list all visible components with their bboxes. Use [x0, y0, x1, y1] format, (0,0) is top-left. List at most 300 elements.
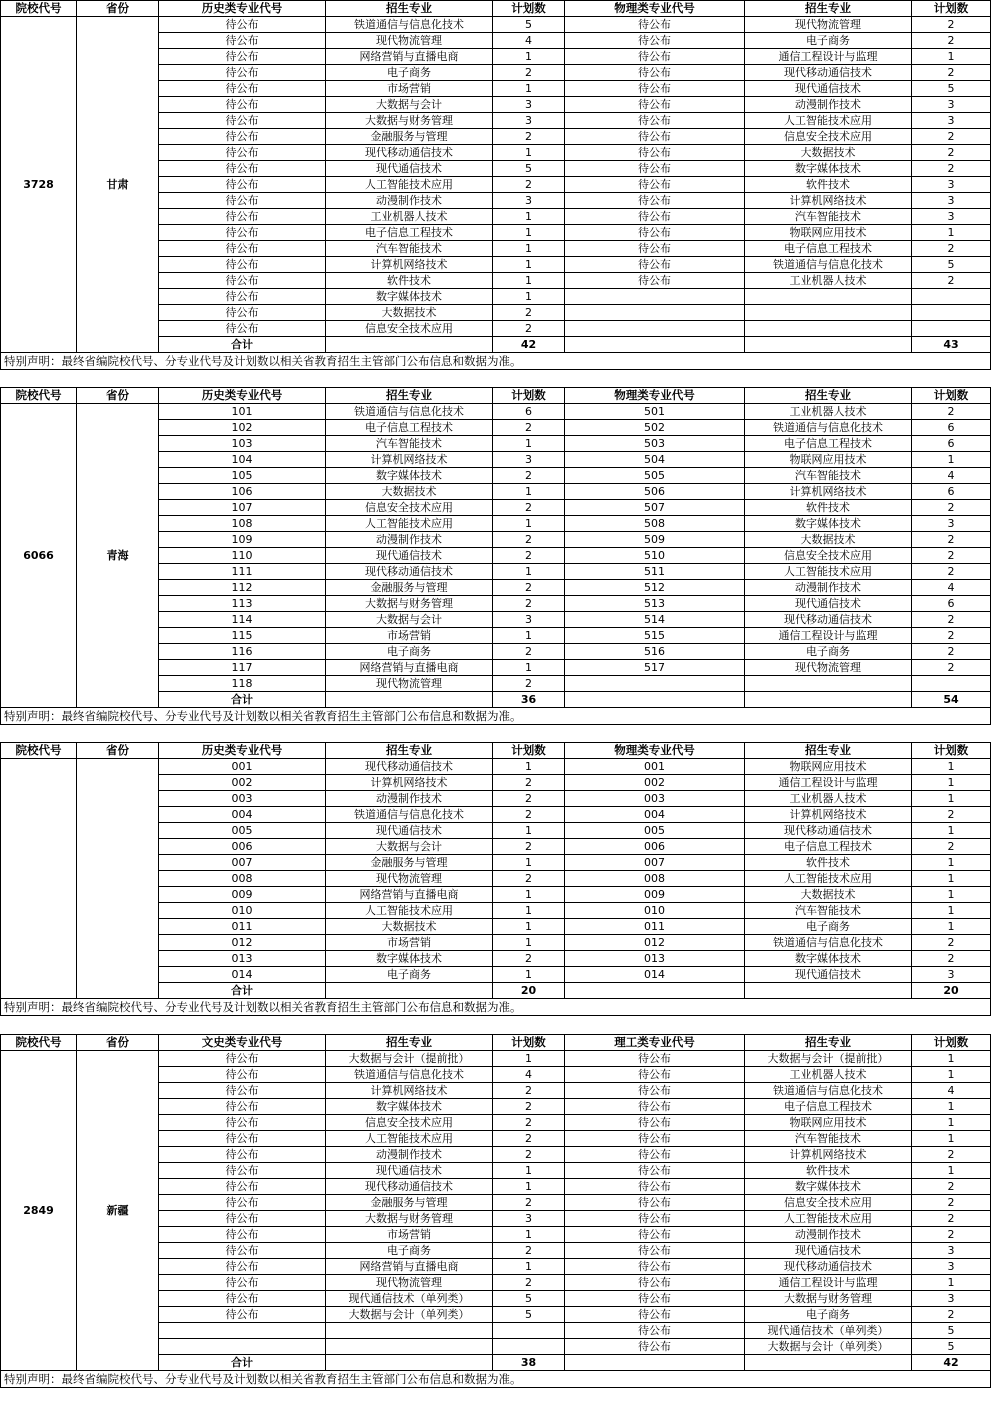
left-major-code: 待公布	[159, 1307, 326, 1323]
right-total-spacer	[745, 983, 912, 999]
right-major-name: 大数据技术	[745, 887, 912, 903]
enrollment-table-block	[0, 1034, 990, 1388]
left-plan-count: 3	[493, 612, 565, 628]
left-major-name: 动漫制作技术	[326, 1147, 493, 1163]
right-total-spacer	[745, 692, 912, 708]
right-plan-count: 2	[912, 273, 991, 289]
right-major-name: 电子信息工程技术	[745, 839, 912, 855]
right-major-name: 现代通信技术	[745, 1243, 912, 1259]
left-major-name: 网络营销与直播电商	[326, 660, 493, 676]
right-major-code: 待公布	[565, 81, 745, 97]
right-major-name: 现代通信技术	[745, 81, 912, 97]
left-plan-count: 1	[493, 935, 565, 951]
enrollment-table-block	[0, 742, 990, 1016]
left-major-name: 信息安全技术应用	[326, 1115, 493, 1131]
right-plan-count: 3	[912, 1291, 991, 1307]
special-notice: 特别声明：最终省编院校代号、分专业代号及计划数以相关省教育招生主管部门公布信息和数据为准。	[0, 708, 991, 725]
left-plan-count: 1	[493, 273, 565, 289]
left-major-code: 待公布	[159, 113, 326, 129]
right-major-name: 大数据技术	[745, 532, 912, 548]
left-major-name: 铁道通信与信息化技术	[326, 17, 493, 33]
right-major-code: 待公布	[565, 273, 745, 289]
right-plan-count: 2	[912, 628, 991, 644]
left-plan-count: 1	[493, 660, 565, 676]
left-major-name: 金融服务与管理	[326, 580, 493, 596]
left-major-code: 115	[159, 628, 326, 644]
right-major-name: 现代通信技术	[745, 967, 912, 983]
right-major-code: 008	[565, 871, 745, 887]
header-left-major-code: 历史类专业代号	[159, 1, 326, 17]
left-plan-count: 1	[493, 823, 565, 839]
left-major-code: 107	[159, 500, 326, 516]
right-major-name: 电子信息工程技术	[745, 241, 912, 257]
right-plan-count: 2	[912, 1227, 991, 1243]
right-major-code: 待公布	[565, 1179, 745, 1195]
right-plan-count: 1	[912, 1163, 991, 1179]
right-major-name: 软件技术	[745, 1163, 912, 1179]
enrollment-table-block	[0, 387, 990, 725]
enrollment-table	[0, 742, 991, 999]
left-major-code: 117	[159, 660, 326, 676]
right-plan-count: 5	[912, 81, 991, 97]
left-major-name: 大数据与会计（提前批）	[326, 1051, 493, 1067]
left-major-code: 待公布	[159, 1243, 326, 1259]
right-major-name: 通信工程设计与监理	[745, 49, 912, 65]
left-major-code: 待公布	[159, 1147, 326, 1163]
left-major-name: 大数据与会计	[326, 97, 493, 113]
left-plan-count: 3	[493, 1211, 565, 1227]
right-major-name: 现代物流管理	[745, 660, 912, 676]
left-major-name: 铁道通信与信息化技术	[326, 404, 493, 420]
right-plan-count: 1	[912, 1131, 991, 1147]
left-major-code: 002	[159, 775, 326, 791]
right-major-code: 待公布	[565, 1275, 745, 1291]
left-major-name: 现代移动通信技术	[326, 145, 493, 161]
left-major-code: 待公布	[159, 1099, 326, 1115]
total-label: 合计	[159, 983, 326, 999]
right-plan-count: 3	[912, 97, 991, 113]
left-major-code: 待公布	[159, 1291, 326, 1307]
left-major-code: 108	[159, 516, 326, 532]
left-major-code: 待公布	[159, 177, 326, 193]
right-major-code: 007	[565, 855, 745, 871]
right-plan-count: 4	[912, 468, 991, 484]
right-major-code: 005	[565, 823, 745, 839]
left-major-name: 金融服务与管理	[326, 855, 493, 871]
right-major-code: 509	[565, 532, 745, 548]
left-major-name: 现代通信技术	[326, 823, 493, 839]
right-plan-count: 1	[912, 823, 991, 839]
left-major-name: 大数据与会计（单列类）	[326, 1307, 493, 1323]
left-plan-count: 2	[493, 65, 565, 81]
right-plan-count: 2	[912, 612, 991, 628]
right-major-code: 待公布	[565, 1195, 745, 1211]
right-major-code: 待公布	[565, 1291, 745, 1307]
right-major-name: 现代物流管理	[745, 17, 912, 33]
right-plan-count: 1	[912, 1099, 991, 1115]
header-province: 省份	[77, 743, 159, 759]
left-major-name: 金融服务与管理	[326, 129, 493, 145]
left-plan-count: 1	[493, 516, 565, 532]
right-plan-count: 3	[912, 516, 991, 532]
left-total-count: 20	[493, 983, 565, 999]
right-major-name: 现代移动通信技术	[745, 65, 912, 81]
right-major-code: 002	[565, 775, 745, 791]
right-major-name: 计算机网络技术	[745, 807, 912, 823]
left-major-code: 待公布	[159, 209, 326, 225]
right-plan-count: 1	[912, 791, 991, 807]
left-plan-count: 3	[493, 97, 565, 113]
special-notice: 特别声明：最终省编院校代号、分专业代号及计划数以相关省教育招生主管部门公布信息和数据为准。	[0, 999, 991, 1016]
left-major-code: 待公布	[159, 145, 326, 161]
right-total-spacer	[565, 692, 745, 708]
right-plan-count: 3	[912, 1243, 991, 1259]
header-left-major-name: 招生专业	[326, 1, 493, 17]
right-major-code: 待公布	[565, 33, 745, 49]
right-major-code: 待公布	[565, 129, 745, 145]
right-major-name: 动漫制作技术	[745, 580, 912, 596]
left-plan-count: 1	[493, 1179, 565, 1195]
right-plan-count: 2	[912, 807, 991, 823]
left-major-name	[326, 1323, 493, 1339]
left-major-code: 待公布	[159, 305, 326, 321]
right-major-name: 物联网应用技术	[745, 759, 912, 775]
left-major-code: 004	[159, 807, 326, 823]
right-major-code: 待公布	[565, 257, 745, 273]
left-major-name: 市场营销	[326, 1227, 493, 1243]
left-major-code	[159, 1339, 326, 1355]
right-major-code: 待公布	[565, 193, 745, 209]
left-major-name: 大数据技术	[326, 305, 493, 321]
right-plan-count: 2	[912, 65, 991, 81]
enrollment-table-block	[0, 0, 990, 370]
right-major-name: 大数据技术	[745, 145, 912, 161]
left-major-code: 待公布	[159, 225, 326, 241]
right-major-name: 电子商务	[745, 1307, 912, 1323]
right-major-name: 现代移动通信技术	[745, 823, 912, 839]
left-total-count: 38	[493, 1355, 565, 1371]
right-major-code: 待公布	[565, 177, 745, 193]
left-major-name: 大数据技术	[326, 484, 493, 500]
right-major-code: 006	[565, 839, 745, 855]
right-major-name	[745, 305, 912, 321]
right-major-name: 信息安全技术应用	[745, 548, 912, 564]
left-major-name: 现代通信技术（单列类）	[326, 1291, 493, 1307]
left-plan-count: 3	[493, 193, 565, 209]
left-major-name: 市场营销	[326, 628, 493, 644]
left-major-name: 网络营销与直播电商	[326, 1259, 493, 1275]
left-major-code: 待公布	[159, 1163, 326, 1179]
left-total-count: 42	[493, 337, 565, 353]
right-major-code	[565, 305, 745, 321]
right-major-name: 电子商务	[745, 644, 912, 660]
left-plan-count: 1	[493, 257, 565, 273]
right-plan-count: 5	[912, 257, 991, 273]
right-plan-count: 6	[912, 484, 991, 500]
left-major-code: 014	[159, 967, 326, 983]
left-major-code: 114	[159, 612, 326, 628]
right-major-code: 待公布	[565, 1211, 745, 1227]
right-major-name: 动漫制作技术	[745, 97, 912, 113]
header-right-plan-count: 计划数	[912, 1035, 991, 1051]
right-major-name	[745, 321, 912, 337]
left-plan-count	[493, 1323, 565, 1339]
right-major-code: 003	[565, 791, 745, 807]
left-major-name: 电子商务	[326, 644, 493, 660]
right-plan-count: 4	[912, 1083, 991, 1099]
right-major-code: 512	[565, 580, 745, 596]
left-major-name: 动漫制作技术	[326, 532, 493, 548]
header-right-plan-count: 计划数	[912, 388, 991, 404]
right-major-name: 物联网应用技术	[745, 452, 912, 468]
right-major-name	[745, 289, 912, 305]
table-header-row	[1, 388, 991, 404]
right-major-name: 汽车智能技术	[745, 903, 912, 919]
right-major-code: 待公布	[565, 97, 745, 113]
right-plan-count	[912, 321, 991, 337]
header-left-plan-count: 计划数	[493, 388, 565, 404]
header-right-plan-count: 计划数	[912, 1, 991, 17]
right-major-code: 待公布	[565, 1163, 745, 1179]
right-plan-count: 2	[912, 161, 991, 177]
header-left-plan-count: 计划数	[493, 743, 565, 759]
right-major-code: 待公布	[565, 65, 745, 81]
left-major-name: 人工智能技术应用	[326, 177, 493, 193]
left-total-spacer	[326, 983, 493, 999]
left-major-name: 数字媒体技术	[326, 951, 493, 967]
left-plan-count: 3	[493, 113, 565, 129]
left-plan-count: 1	[493, 1227, 565, 1243]
left-plan-count: 1	[493, 919, 565, 935]
right-plan-count: 1	[912, 775, 991, 791]
right-major-code: 514	[565, 612, 745, 628]
left-major-name: 现代物流管理	[326, 33, 493, 49]
left-major-name: 电子信息工程技术	[326, 420, 493, 436]
left-major-code: 待公布	[159, 1259, 326, 1275]
special-notice: 特别声明：最终省编院校代号、分专业代号及计划数以相关省教育招生主管部门公布信息和数据为准。	[0, 353, 991, 370]
right-major-name: 电子信息工程技术	[745, 1099, 912, 1115]
left-major-code: 006	[159, 839, 326, 855]
left-major-name: 信息安全技术应用	[326, 321, 493, 337]
left-plan-count: 2	[493, 839, 565, 855]
right-major-code: 504	[565, 452, 745, 468]
left-major-name: 大数据与财务管理	[326, 596, 493, 612]
left-major-code: 待公布	[159, 1115, 326, 1131]
header-right-major-code: 理工类专业代号	[565, 1035, 745, 1051]
left-plan-count: 5	[493, 1307, 565, 1323]
left-plan-count: 1	[493, 1051, 565, 1067]
right-major-name: 物联网应用技术	[745, 225, 912, 241]
province-cell: 新疆	[77, 1051, 159, 1371]
right-plan-count: 2	[912, 500, 991, 516]
right-major-code: 待公布	[565, 1227, 745, 1243]
left-major-code: 待公布	[159, 17, 326, 33]
left-major-name: 电子商务	[326, 65, 493, 81]
right-major-name: 现代通信技术（单列类）	[745, 1323, 912, 1339]
right-major-name: 通信工程设计与监理	[745, 775, 912, 791]
right-total-spacer	[565, 1355, 745, 1371]
left-major-name: 信息安全技术应用	[326, 500, 493, 516]
right-plan-count: 1	[912, 225, 991, 241]
header-left-major-code: 文史类专业代号	[159, 1035, 326, 1051]
left-major-code: 005	[159, 823, 326, 839]
left-plan-count: 1	[493, 289, 565, 305]
province-cell	[77, 759, 159, 999]
right-major-name: 计算机网络技术	[745, 1147, 912, 1163]
left-plan-count: 2	[493, 775, 565, 791]
header-right-plan-count: 计划数	[912, 743, 991, 759]
right-plan-count: 3	[912, 967, 991, 983]
right-major-name: 汽车智能技术	[745, 1131, 912, 1147]
right-plan-count: 5	[912, 1323, 991, 1339]
right-major-name: 现代移动通信技术	[745, 612, 912, 628]
left-major-name: 电子信息工程技术	[326, 225, 493, 241]
right-plan-count	[912, 305, 991, 321]
left-plan-count: 2	[493, 468, 565, 484]
right-plan-count: 2	[912, 532, 991, 548]
right-major-name: 现代通信技术	[745, 596, 912, 612]
right-total-count: 43	[912, 337, 991, 353]
left-major-name: 大数据与财务管理	[326, 113, 493, 129]
left-major-code: 012	[159, 935, 326, 951]
right-major-code: 待公布	[565, 1323, 745, 1339]
left-major-code: 待公布	[159, 161, 326, 177]
right-plan-count: 2	[912, 548, 991, 564]
right-major-code: 515	[565, 628, 745, 644]
left-major-name: 数字媒体技术	[326, 468, 493, 484]
right-major-name: 软件技术	[745, 177, 912, 193]
left-major-code: 待公布	[159, 257, 326, 273]
left-major-code: 待公布	[159, 193, 326, 209]
left-major-code: 001	[159, 759, 326, 775]
left-major-code: 011	[159, 919, 326, 935]
left-major-code: 待公布	[159, 1051, 326, 1067]
right-major-name: 数字媒体技术	[745, 516, 912, 532]
right-plan-count: 1	[912, 1275, 991, 1291]
right-plan-count: 2	[912, 1211, 991, 1227]
right-major-code	[565, 676, 745, 692]
left-plan-count: 1	[493, 1163, 565, 1179]
left-plan-count: 2	[493, 1147, 565, 1163]
header-right-major-code: 物理类专业代号	[565, 1, 745, 17]
header-left-major-name: 招生专业	[326, 743, 493, 759]
left-plan-count: 2	[493, 871, 565, 887]
right-major-name: 通信工程设计与监理	[745, 1275, 912, 1291]
left-total-spacer	[326, 1355, 493, 1371]
left-major-name: 现代通信技术	[326, 1163, 493, 1179]
left-major-code: 待公布	[159, 1227, 326, 1243]
left-plan-count: 1	[493, 225, 565, 241]
school-code-cell	[1, 759, 77, 999]
left-major-name: 动漫制作技术	[326, 791, 493, 807]
right-plan-count: 4	[912, 580, 991, 596]
left-plan-count: 1	[493, 81, 565, 97]
left-major-code: 007	[159, 855, 326, 871]
left-major-name: 人工智能技术应用	[326, 1131, 493, 1147]
left-plan-count: 2	[493, 548, 565, 564]
left-major-name: 现代移动通信技术	[326, 1179, 493, 1195]
left-major-name: 大数据与财务管理	[326, 1211, 493, 1227]
right-major-code: 待公布	[565, 209, 745, 225]
right-major-name: 数字媒体技术	[745, 1179, 912, 1195]
left-plan-count: 2	[493, 1243, 565, 1259]
left-major-name: 工业机器人技术	[326, 209, 493, 225]
right-major-name: 大数据与会计（单列类）	[745, 1339, 912, 1355]
left-plan-count: 2	[493, 420, 565, 436]
right-total-spacer	[745, 337, 912, 353]
left-major-name: 现代移动通信技术	[326, 759, 493, 775]
right-total-count: 54	[912, 692, 991, 708]
left-total-spacer	[326, 692, 493, 708]
left-major-code: 待公布	[159, 273, 326, 289]
right-major-code: 502	[565, 420, 745, 436]
left-major-code: 待公布	[159, 1067, 326, 1083]
right-major-name: 数字媒体技术	[745, 161, 912, 177]
left-major-code: 008	[159, 871, 326, 887]
right-major-name: 铁道通信与信息化技术	[745, 257, 912, 273]
right-plan-count: 6	[912, 596, 991, 612]
right-plan-count: 2	[912, 129, 991, 145]
total-label: 合计	[159, 337, 326, 353]
right-plan-count: 1	[912, 759, 991, 775]
right-major-name: 现代移动通信技术	[745, 1259, 912, 1275]
header-right-major-name: 招生专业	[745, 1035, 912, 1051]
left-plan-count: 2	[493, 321, 565, 337]
header-province: 省份	[77, 1, 159, 17]
header-right-major-name: 招生专业	[745, 743, 912, 759]
left-major-name: 大数据技术	[326, 919, 493, 935]
right-plan-count: 2	[912, 17, 991, 33]
left-plan-count: 5	[493, 161, 565, 177]
right-plan-count: 1	[912, 855, 991, 871]
enrollment-table	[0, 1034, 991, 1371]
left-major-name: 现代物流管理	[326, 676, 493, 692]
left-total-count: 36	[493, 692, 565, 708]
left-plan-count: 2	[493, 1083, 565, 1099]
left-plan-count: 2	[493, 177, 565, 193]
left-major-name: 人工智能技术应用	[326, 903, 493, 919]
right-plan-count: 2	[912, 1307, 991, 1323]
header-school-code: 院校代号	[1, 1, 77, 17]
header-province: 省份	[77, 1035, 159, 1051]
left-plan-count: 2	[493, 1131, 565, 1147]
left-plan-count: 1	[493, 49, 565, 65]
left-major-code: 111	[159, 564, 326, 580]
left-plan-count: 2	[493, 129, 565, 145]
right-major-name: 物联网应用技术	[745, 1115, 912, 1131]
table-header-row	[1, 1, 991, 17]
right-major-name: 电子商务	[745, 919, 912, 935]
left-major-name: 网络营销与直播电商	[326, 887, 493, 903]
right-major-code: 501	[565, 404, 745, 420]
right-plan-count: 3	[912, 113, 991, 129]
left-major-code: 待公布	[159, 49, 326, 65]
left-major-name: 汽车智能技术	[326, 241, 493, 257]
right-major-name: 通信工程设计与监理	[745, 628, 912, 644]
left-plan-count: 2	[493, 1099, 565, 1115]
left-plan-count: 2	[493, 305, 565, 321]
total-label: 合计	[159, 692, 326, 708]
right-major-code: 待公布	[565, 1115, 745, 1131]
right-plan-count: 2	[912, 564, 991, 580]
left-major-name: 现代通信技术	[326, 548, 493, 564]
school-code-cell: 3728	[1, 17, 77, 353]
left-plan-count: 1	[493, 759, 565, 775]
left-major-code: 013	[159, 951, 326, 967]
table-row	[1, 404, 991, 420]
right-major-name: 数字媒体技术	[745, 951, 912, 967]
left-major-code: 待公布	[159, 321, 326, 337]
